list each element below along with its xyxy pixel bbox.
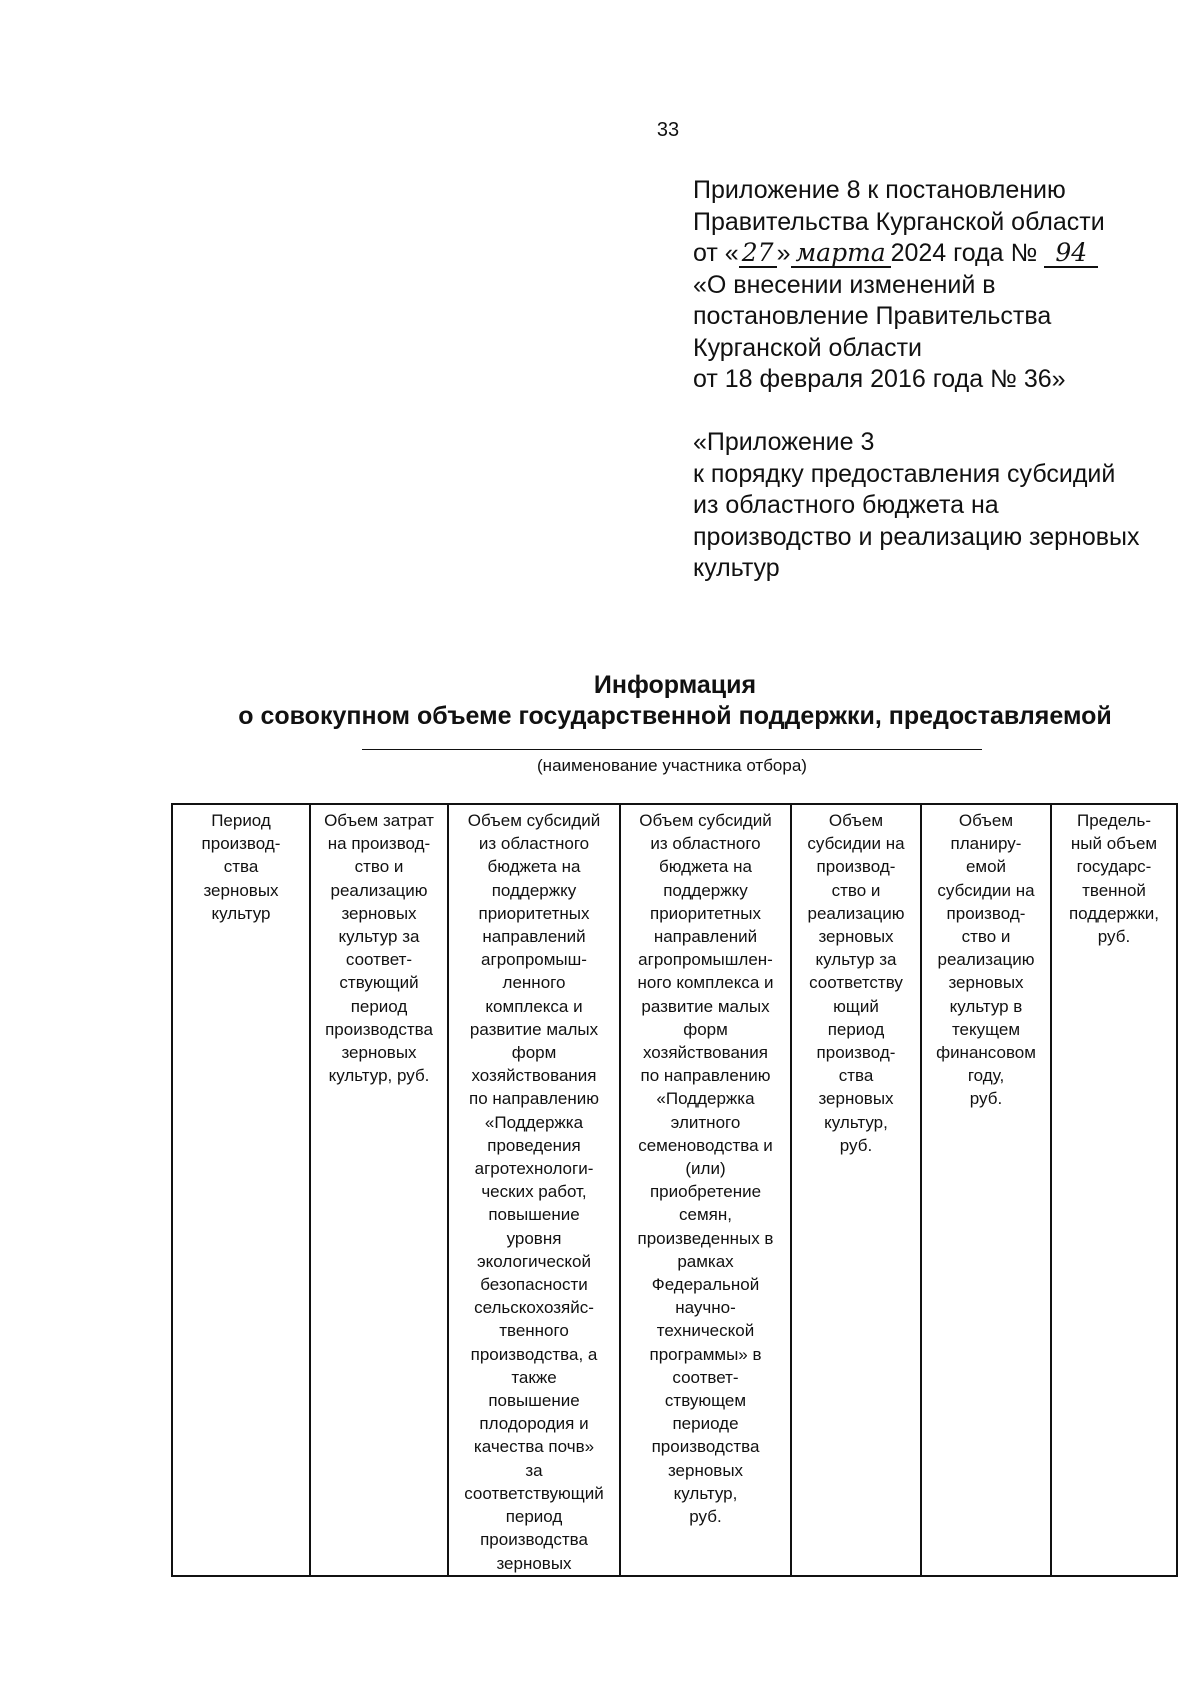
date-prefix: от « [693, 239, 739, 267]
table-header-row [172, 804, 1177, 1576]
appendix-line-4: «О внесении изменений в [693, 270, 996, 299]
handwritten-day: 27 [739, 240, 777, 268]
appendix-line-8: «Приложение 3 [693, 428, 875, 456]
appendix-line-6: Курганской области [693, 333, 923, 362]
appendix-line-10: из областного бюджета на [693, 491, 999, 519]
column-header-costs: Объем затрат на производ- ство и реализацию зерновых культур за соответ- ствующий период производства зерновых культур, руб. [310, 804, 448, 1576]
appendix-line-11: производство и реализацию зерновых [693, 522, 1140, 551]
appendix-block [693, 175, 1183, 585]
heading-line-1: Информация [593, 671, 757, 699]
handwritten-month: марта [791, 240, 891, 268]
appendix-line-9: к порядку предоставления субсидий [693, 459, 1116, 488]
support-table [171, 803, 1178, 1577]
appendix-line-1: Приложение 8 к постановлению [693, 176, 1066, 204]
participant-name-line [362, 749, 982, 750]
heading-line-2: о совокупном объеме государственной поддержки, предоставляемой [238, 702, 1112, 730]
column-header-max-support: Предель- ный объем государс- твенной поддержки, руб. [1051, 804, 1177, 1576]
date-year-text: 2024 года № [890, 239, 1038, 267]
column-header-period: Период производ- ства зерновых культур [172, 804, 310, 1576]
appendix-line-5: постановление Правительства [693, 302, 1052, 330]
appendix-line-2: Правительства Курганской области [693, 207, 1105, 236]
participant-caption: (наименование участника отбора) [537, 756, 807, 775]
appendix-line-7: от 18 февраля 2016 года № 36» [693, 365, 1066, 393]
date-day-close: » [776, 239, 791, 267]
column-header-production-subsidy: Объем субсидии на производ- ство и реализацию зерновых культур за соответству ющий период производ- ства зерновых культур, руб. [791, 804, 921, 1576]
appendix-date-line [693, 238, 1183, 270]
column-header-planned-subsidy: Объем планиру- емой субсидии на производ- ство и реализацию зерновых культур в текущем финансовом году, руб. [921, 804, 1051, 1576]
appendix-line-12: культур [693, 554, 780, 582]
column-header-seed-subsidy: Объем субсидий из областного бюджета на поддержку приоритетных направлений агропромышлен- ного комплекса и развитие малых форм хозяйствования по направлению «Поддержка элитного семеноводства и (или) приобретение семян, произведенных в рамках Федеральной научно- технической программы» в соответ- ствующем периоде производства зерновых культур, руб. [620, 804, 791, 1576]
document-heading [170, 670, 1180, 732]
page-number: 33 [656, 119, 680, 141]
column-header-agrotech-subsidy: Объем субсидий из областного бюджета на поддержку приоритетных направлений агропромыш- ленного комплекса и развитие малых форм хозяйствования по направлению «Поддержка проведения агротехнологи- ческих работ, повышение уровня экологической безопасности сельскохозяйс- твенного производства, а также повышение плодородия и качества почв» за соответствующий период производства зерновых [448, 804, 620, 1576]
appendix-spacer [693, 396, 1183, 428]
handwritten-number: 94 [1044, 240, 1098, 268]
